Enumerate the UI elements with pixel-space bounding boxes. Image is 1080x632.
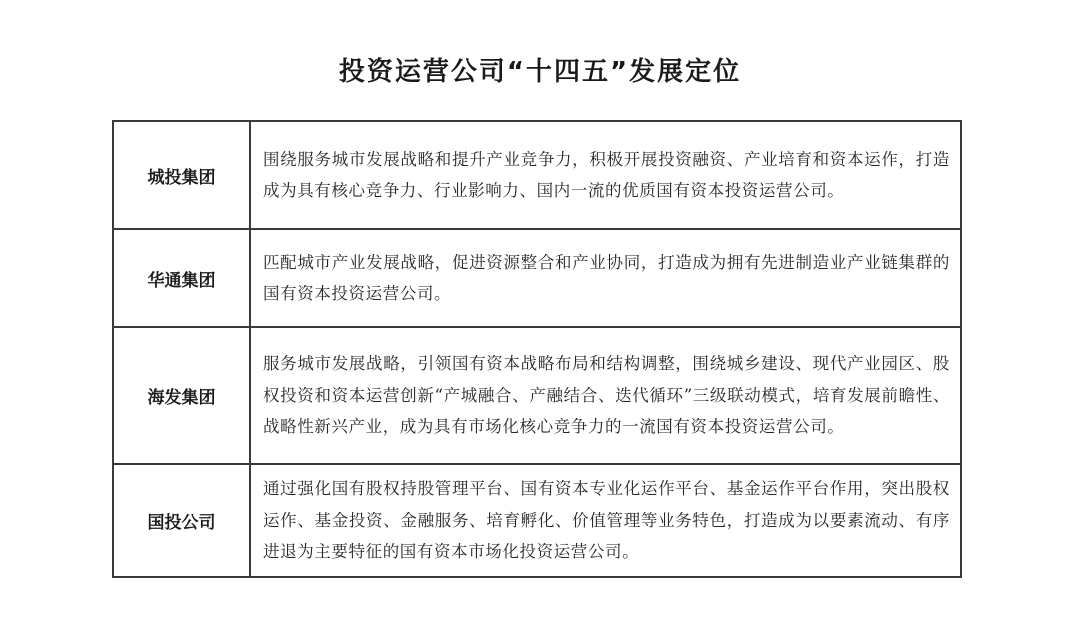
positioning-table [112,120,962,578]
company-description: 通过强化国有股权持股管理平台、国有资本专业化运作平台、基金运作平台作用，突出股权运作、基金投资、金融服务、培育孵化、价值管理等业务特色，打造成为以要素流动、有序进退为主要特征的国有资本市场化投资运营公司。 [250,464,961,577]
table-row [113,327,961,464]
company-description: 服务城市发展战略，引领国有资本战略布局和结构调整，围绕城乡建设、现代产业园区、股权投资和资本运营创新“产城融合、产融结合、迭代循环”三级联动模式，培育发展前瞻性、战略性新兴产业，成为具有市场化核心竞争力的一流国有资本投资运营公司。 [250,327,961,464]
table-row [113,229,961,327]
table-row [113,464,961,577]
company-name: 国投公司 [113,464,250,577]
company-description: 匹配城市产业发展战略，促进资源整合和产业协同，打造成为拥有先进制造业产业链集群的国有资本投资运营公司。 [250,229,961,327]
table-row [113,121,961,229]
company-name: 华通集团 [113,229,250,327]
company-name: 海发集团 [113,327,250,464]
page-title: 投资运营公司“十四五”发展定位 [338,57,742,87]
company-description: 围绕服务城市发展战略和提升产业竞争力，积极开展投资融资、产业培育和资本运作，打造成为具有核心竞争力、行业影响力、国内一流的优质国有资本投资运营公司。 [250,121,961,229]
company-name: 城投集团 [113,121,250,229]
